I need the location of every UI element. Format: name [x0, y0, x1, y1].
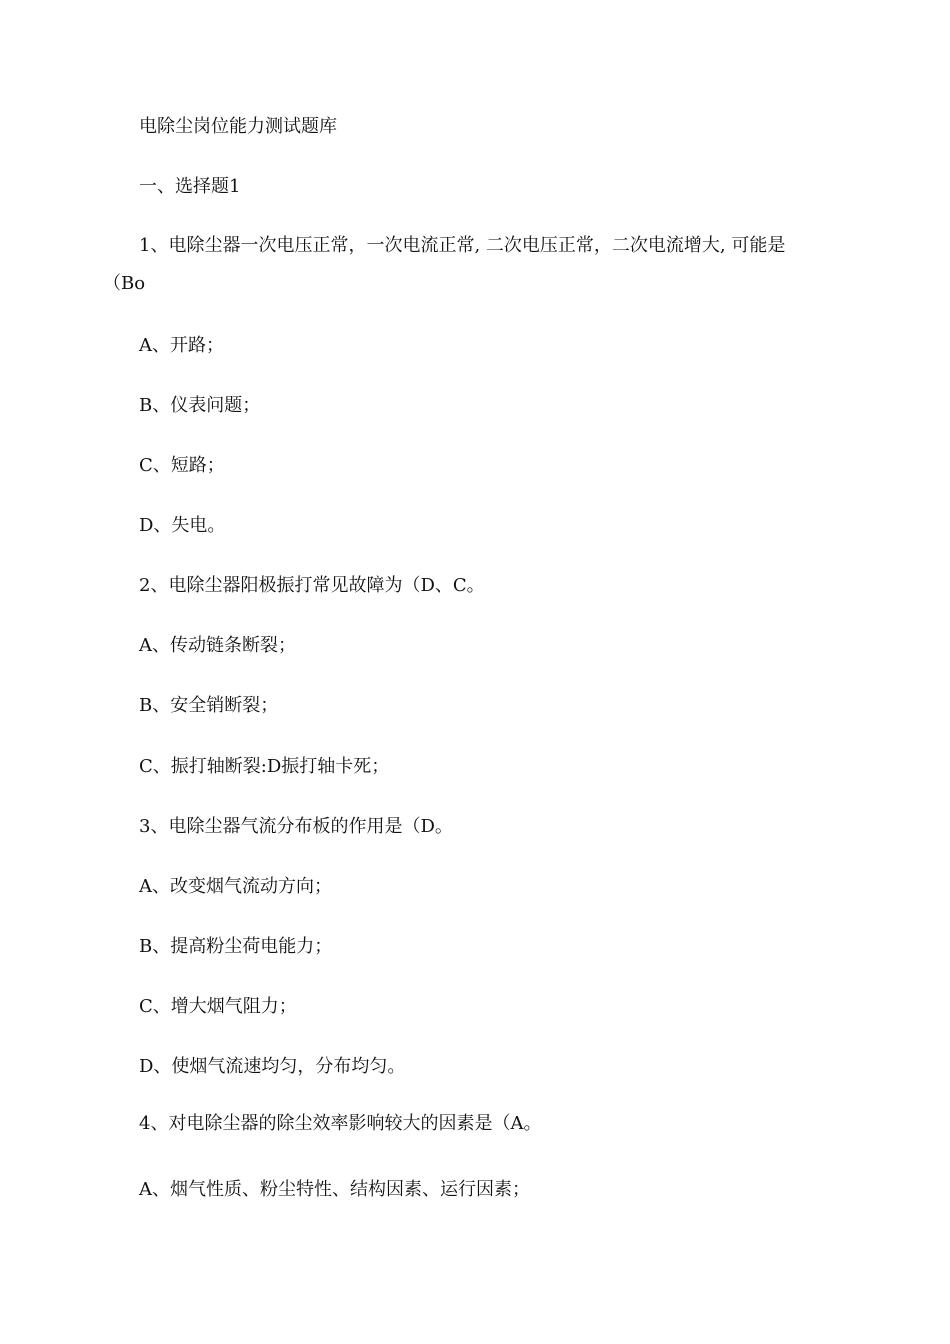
question-1-option-b: B、仪表问题； [139, 395, 261, 416]
question-3-option-d: D、使烟气流速均匀，分布均匀。 [139, 1056, 406, 1077]
question-2-option-b: B、安全销断裂； [139, 695, 279, 716]
question-1-stem-continued: （Bo [103, 273, 146, 294]
question-2-stem: 2、电除尘器阳极振打常见故障为（D、C。 [139, 575, 485, 596]
question-3-option-c: C、增大烟气阻力； [139, 996, 297, 1017]
question-2-option-c: C、振打轴断裂:D振打轴卡死； [139, 756, 390, 777]
question-3-option-a: A、改变烟气流动方向； [139, 876, 332, 897]
question-2-option-a: A、传动链条断裂； [139, 635, 296, 656]
question-3-stem: 3、电除尘器气流分布板的作用是（D。 [139, 816, 453, 837]
question-4-stem: 4、对电除尘器的除尘效率影响较大的因素是（A。 [139, 1113, 542, 1134]
question-1-stem: 1、电除尘器一次电压正常，一次电流正常, 二次电压正常，二次电流增大, 可能是 [139, 235, 786, 256]
question-1-option-a: A、开路； [139, 335, 224, 356]
question-3-option-b: B、提高粉尘荷电能力； [139, 936, 333, 957]
section-heading: 一、选择题1 [139, 176, 241, 197]
question-1-option-c: C、短路； [139, 455, 225, 476]
question-1-option-d: D、失电。 [139, 515, 226, 536]
document-title: 电除尘岗位能力测试题库 [139, 116, 337, 137]
question-4-option-a: A、烟气性质、粉尘特性、结构因素、运行因素； [139, 1179, 530, 1200]
